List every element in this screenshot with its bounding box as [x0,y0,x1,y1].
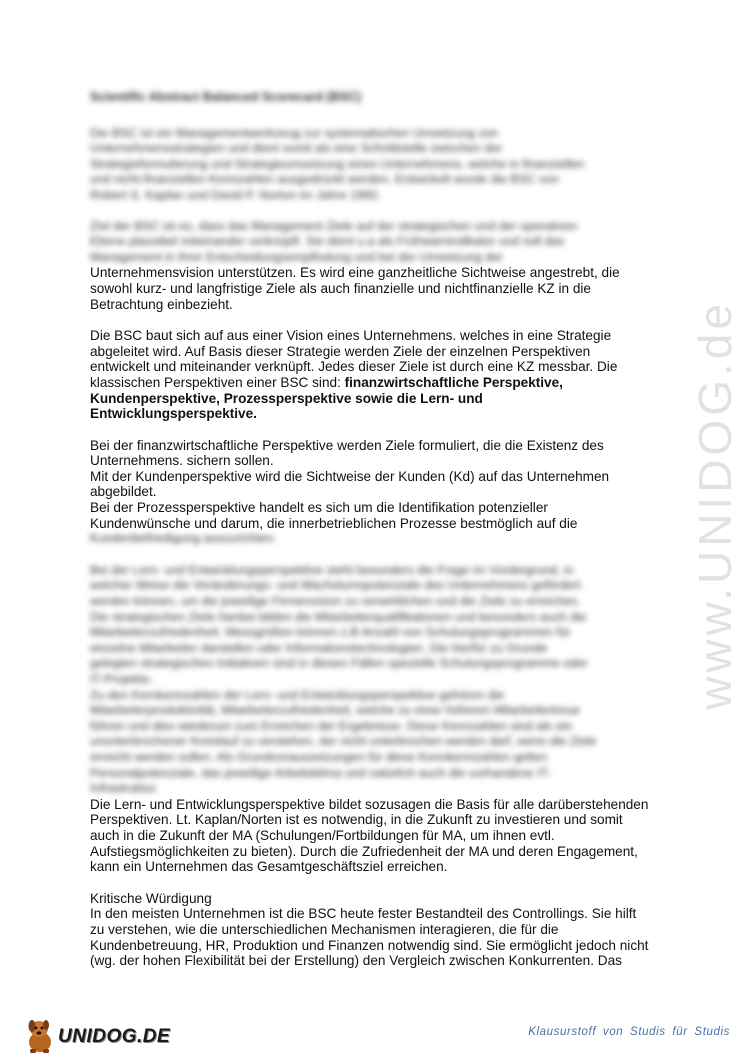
text-line: Ebene plausibel miteinander verknüpft. Sie dient u.a als Frühwarnindikator und soll das [90,234,565,249]
text-line: Bei der Prozessperspektive handelt es sich um die Identifikation potenzieller [90,500,548,516]
paragraph-learning-basis [90,796,649,875]
text-line: Unternehmensvision unterstützen. Es wird eine ganzheitliche Sichtweise angestrebt, die [90,265,620,281]
text-line: In den meisten Unternehmen ist die BSC heute fester Bestandteil des Controllings. Sie hilft [90,906,637,922]
paragraph-goal-blurred [90,219,645,266]
text-line: abgebildet. [90,484,157,500]
text-line: zu verstehen, wie die unterschiedlichen Mechanismen interagieren, die für die [90,921,559,937]
text-line: Aufstiegsmöglichkeiten zu bieten). Durch die Zufriedenheit der MA und deren Engagement, [90,843,638,859]
text-line: Kundenwünsche und darum, die innerbetrieblichen Prozesse bestmöglich auf die [90,515,578,531]
text-line: Zu den Kernkennzahlen der Lern- und Entwicklungsperspektive gehören die [90,687,505,702]
logo-text: UNIDOG.DE [58,1026,171,1047]
paragraph-critical-lines [90,906,649,969]
abstract-paragraph-blurred [90,126,645,204]
text-line: entwickelt und miteinander verknüpft. Jedes dieser Ziele ist durch eine KZ messbar. Die [90,359,618,375]
footer-logo [24,1010,170,1054]
text-line: Mitarbeiterzufriedenheit. Messgrößen können z.B Anzahl von Schulungsprogrammen für [90,625,571,640]
text-line: abgeleitet wird. Auf Basis dieser Strategie werden Ziele der einzelnen Perspektiven [90,343,591,359]
text-line: und nicht-finanziellen Kennzahlen ausgedrückt werden. Entwickelt wurde die BSC von [90,172,559,187]
text-line: Robert S. Kaplan und David P. Norton im Jahre 1992. [90,187,381,202]
text-line: Ziel der BSC ist es, dass das Management Ziele auf der strategischen und der operativen [90,218,578,233]
text-line: Kundenperspektive, Prozessperspektive sowie die Lern- und [90,390,483,406]
dog-mascot-icon [24,1014,56,1054]
watermark [690,275,740,735]
paragraph-structure-lines [90,328,645,375]
text-line: Bei der finanzwirtschaftliche Perspektive werden Ziele formuliert, die die Existenz des [90,437,604,453]
paragraph-perspectives-detail [90,438,645,547]
text-line: Unternehmens. sichern sollen. [90,453,274,469]
text-line: Kundenbetreuung, HR, Produktion und Finanzen notwendig sind. Sie ermöglicht jedoch nicht [90,937,649,953]
text-line: sowohl kurz- und langfristige Ziele als auch finanzielle und nichtfinanzielle KZ in die [90,280,591,296]
paragraph-goal-clear [90,265,645,312]
section-critical [90,890,649,969]
text-line: Die BSC ist ein Managementwerkzeug zur systematischen Umsetzung von [90,125,499,140]
text-line: gelegten strategischen Initiativen sind in diesen Fällen spezielle Schulungsprogramme oder [90,656,588,671]
paragraph-perspectives-lines [90,438,645,532]
text-line: welcher Weise die Veränderungs- und Wachstumspotenziale des Unternehmens gefördert [90,578,581,593]
watermark-text: www.UNIDOG.de [689,300,742,710]
paragraph-structure [90,328,645,422]
text-line: Die BSC baut sich auf aus einer Vision eines Unternehmens. welches in eine Strategie [90,328,612,344]
text-line: Strategieformulierung und Strategieumsetzung eines Unternehmens, welche in finanziellen [90,156,585,171]
paragraph-perspectives-blurred-tail: Kundenbefriedigung auszurichten. [90,531,277,546]
section-heading: Kritische Würdigung [90,890,212,906]
text-line: werden können, um die jeweilige Firmenvision zu verwirklichen und die Ziele zu erreichen. [90,594,581,609]
text-line: Unternehmensstrategien und dient somit als eine Schnittstelle zwischen der [90,141,503,156]
perspectives-bold-start: finanzwirtschaftliche Perspektive, [344,374,563,390]
text-line: ununterbrochener Kreislauf zu verstehen, der nicht unterbrochen werden darf, wenn die Ziele [90,734,597,749]
text-line: Infrastruktur. [90,781,159,796]
text-line: Entwicklungsperspektive. [90,406,257,422]
paragraph-goal [90,219,645,313]
text-line: erreicht werden sollen. Als Grundvoraussetzungen für diese Kennkennzahlen gelten [90,749,548,764]
text-line: Die Lern- und Entwicklungsperspektive bildet sozusagen die Basis für alle darüberstehenden [90,796,649,812]
text-line: Mitarbeiterproduktivität, Mitarbeiterzufriedenheit, welche zu einer höheren Mitarbeitertreue [90,703,581,718]
text-line: Perspektiven. Lt. Kaplan/Norten ist es notwendig, in die Zukunft zu investieren und somit [90,812,623,828]
text-line: Mit der Kundenperspektive wird die Sichtweise der Kunden (Kd) auf das Unternehmen [90,468,610,484]
text-line: Personalpotenziale, das jeweilige Arbeitsklima und natürlich auch die vorhandene IT- [90,765,552,780]
text-line: Die strategischen Ziele hierbei bilden die Mitarbeiterqualifikationen und besonders auch die [90,609,587,624]
text-line: Bei der Lern- und Entwicklungsperspektive steht besonders die Frage im Vordergrund, in [90,562,574,577]
document-title: Scientific Abstract Balanced Scorecard (BSC) [90,90,362,104]
text-line: kann ein Unternehmen das Gesamtgeschäftsziel erreichen. [90,859,448,875]
text-line: IT-Projekte. [90,672,153,686]
text-line: führen und dies wiederum zum Erreichen der Ergebnisse. Diese Kennzahlen sind als ein [90,718,572,733]
footer-tagline: Klausurstoff von Studis für Studis [528,1026,730,1038]
perspectives-bold-lines [90,391,645,422]
text-line: Management in ihrer Entscheidungsempfindung und bei der Umsetzung der [90,249,503,264]
learning-perspective-paragraph-blurred [90,563,645,797]
text-line: einzelne Mitarbeiter darstellen oder Informationstechnologien. Die hierfür zu Grunde [90,640,548,655]
text-line: (wg. der hohen Flexibilität bei der Erstellung) den Vergleich zwischen Konkurrenten. Das [90,953,622,969]
text-line: Betrachtung einbezieht. [90,296,233,312]
document-body [90,90,649,969]
text-line: auch in die Zukunft der MA (Schulungen/Fortbildungen für MA, um ihnen evtl. [90,827,555,843]
perspectives-prefix: klassischen Perspektiven einer BSC sind: [90,374,345,390]
perspectives-line [90,375,645,391]
